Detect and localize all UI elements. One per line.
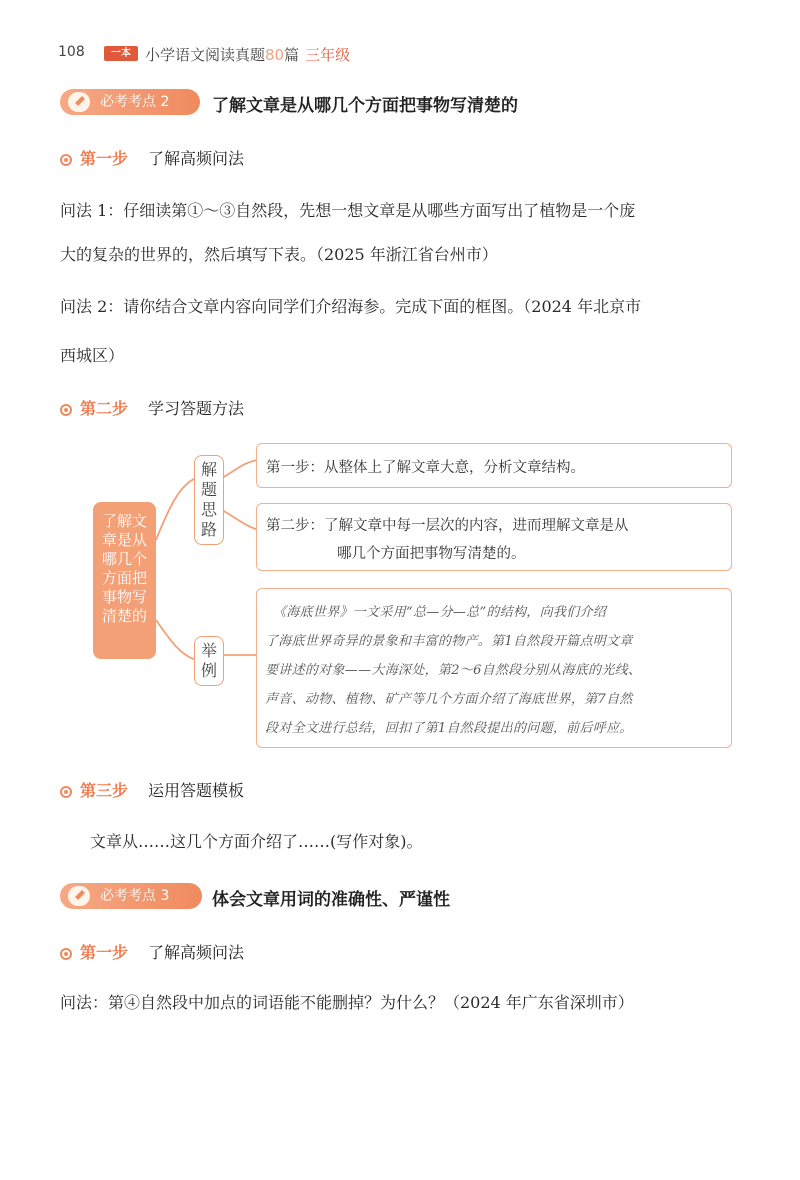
mindmap-main-node	[93, 502, 156, 659]
pen-icon	[68, 886, 90, 906]
section-title-3: 体会文章用词的准确性、严谨性	[212, 890, 450, 910]
bullet-ring-icon	[60, 948, 72, 960]
step-label: 第三步	[80, 781, 129, 800]
book-title-count: 80	[265, 46, 285, 64]
branch-char: 例	[200, 661, 217, 680]
example-line: 声音、动物、植物、矿产等几个方面介绍了海底世界，第7自然	[265, 692, 633, 707]
step-heading-4	[60, 940, 244, 963]
example-line: 了海底世界奇异的景象和丰富的物产。第1自然段开篇点明文章	[265, 634, 633, 649]
question-2-line-1: 问法 2：请你结合文章内容向同学们介绍海参。完成下面的框图。（2024 年北京市	[60, 297, 642, 316]
example-line: 段对全文进行总结，回扣了第1自然段提出的问题，前后呼应。	[265, 721, 633, 736]
step-label: 第二步	[80, 399, 129, 418]
page-number: 108	[58, 44, 85, 60]
branch-char: 题	[200, 480, 217, 499]
question-2-line-2: 西城区）	[60, 346, 125, 365]
section-tag-label: 必考考点 3	[100, 888, 170, 904]
mindmap-main-line: 事物写	[101, 588, 147, 606]
mindmap-step-box-1	[256, 443, 732, 488]
mindmap-main-line: 清楚的	[101, 607, 147, 625]
step-title: 运用答题模板	[148, 781, 245, 800]
step-box-text-line-2: 哪几个方面把事物写清楚的。	[337, 546, 526, 562]
mindmap-step-box-2	[256, 503, 732, 571]
example-line: 要讲述的对象——大海深处，第2～6自然段分别从海底的光线、	[265, 663, 642, 678]
branch-char: 思	[200, 500, 217, 519]
mindmap-branch-example	[194, 636, 224, 686]
mindmap-branch-approach	[194, 455, 224, 545]
step-heading-3	[60, 778, 244, 801]
step-title: 学习答题方法	[148, 399, 245, 418]
answer-template: 文章从……这几个方面介绍了……(写作对象)。	[90, 832, 423, 851]
book-title-prefix: 小学语文阅读真题	[145, 46, 266, 64]
section-tag-3	[60, 883, 202, 909]
book-grade: 三年级	[305, 46, 351, 64]
branch-char: 解	[200, 460, 217, 479]
book-title-suffix: 篇	[284, 46, 300, 64]
bullet-ring-icon	[60, 786, 72, 798]
example-line: 《海底世界》一文采用“总—分—总”的结构，向我们介绍	[273, 605, 607, 620]
question-1-line-1: 问法 1：仔细读第①～③自然段，先想一想文章是从哪些方面写出了植物是一个庞	[60, 201, 636, 220]
mindmap-main-line: 了解文	[101, 512, 147, 530]
question-3: 问法：第④自然段中加点的词语能不能删掉？为什么？（2024 年广东省深圳市）	[60, 993, 634, 1012]
mindmap-main-line: 哪几个	[101, 550, 147, 568]
step-box-text: 第一步：从整体上了解文章大意，分析文章结构。	[266, 460, 585, 476]
section-title-2: 了解文章是从哪几个方面把事物写清楚的	[212, 96, 518, 116]
mindmap-main-line: 章是从	[101, 531, 147, 549]
step-title: 了解高频问法	[148, 149, 245, 168]
brand-logo: 一本	[104, 46, 138, 61]
step-label: 第一步	[80, 149, 129, 168]
branch-char: 举	[200, 641, 217, 660]
mindmap-example-box	[256, 588, 732, 748]
step-box-text-line-1: 第二步：了解文章中每一层次的内容，进而理解文章是从	[266, 518, 629, 534]
question-1-line-2: 大的复杂的世界的，然后填写下表。（2025 年浙江省台州市）	[60, 245, 498, 264]
branch-char: 路	[200, 520, 217, 539]
step-label: 第一步	[80, 943, 129, 962]
step-title: 了解高频问法	[148, 943, 245, 962]
mindmap-main-line: 方面把	[101, 569, 147, 587]
section-tag-label: 必考考点 2	[100, 94, 170, 110]
